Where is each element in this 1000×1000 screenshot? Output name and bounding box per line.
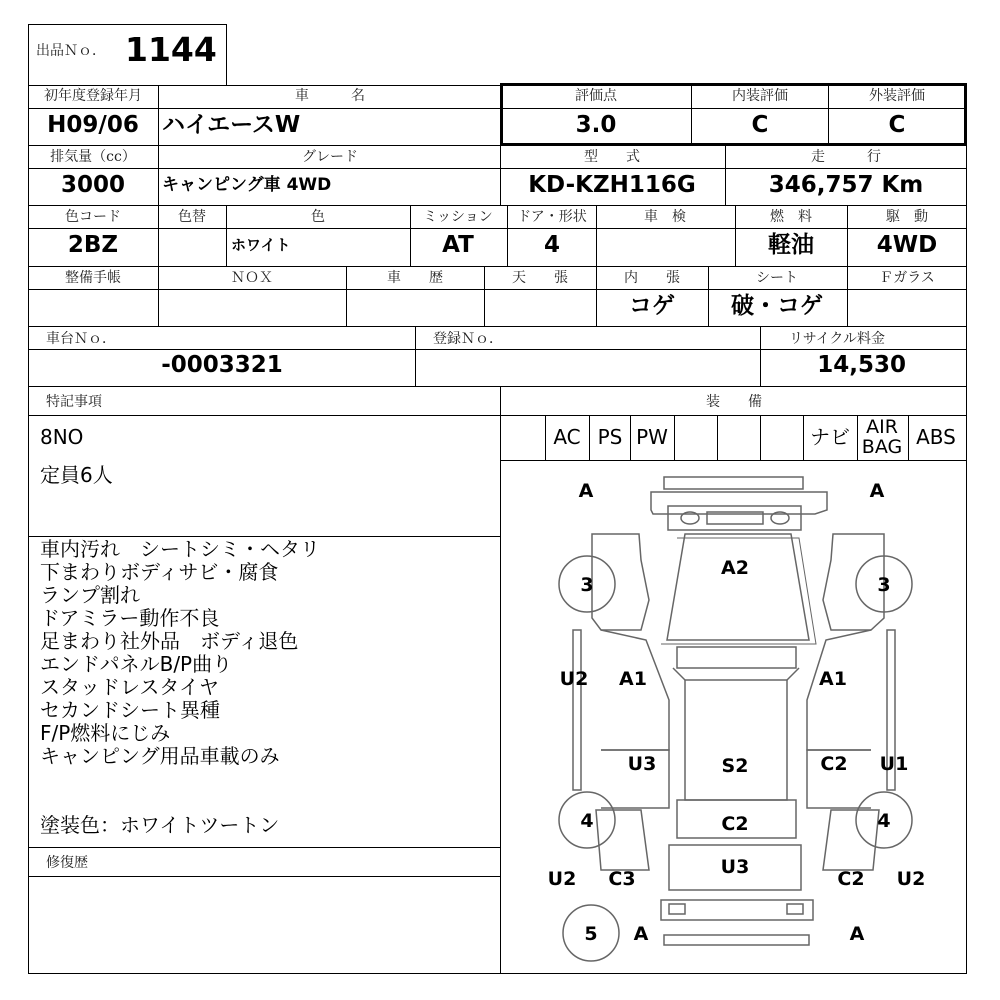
mark-tire-fr: 3: [877, 574, 891, 596]
mark-s2: S2: [721, 755, 749, 777]
note-list-item: 車内汚れ シートシミ・ヘタリ: [40, 537, 320, 561]
exterior-score-label: 外装評価: [869, 88, 925, 104]
grade-label: グレード: [302, 149, 358, 165]
note-list-item: スタッドレスタイヤ: [40, 675, 219, 699]
mark-tire-rl: 4: [580, 810, 594, 832]
mark-c2-right: C2: [820, 753, 848, 775]
displacement-label: 排気量（cc）: [50, 149, 136, 165]
mark-rear-left: A: [633, 923, 649, 945]
note-list-item: 足まわり社外品 ボディ退色: [40, 629, 299, 653]
maint-book-label: 整備手帳: [65, 270, 121, 286]
equipment-abs: ABS: [916, 425, 956, 449]
ceiling-label: 天 張: [512, 270, 568, 286]
notes-label: 特記事項: [46, 394, 102, 410]
fuel-value: 軽油: [768, 232, 814, 258]
mark-front-left: A: [578, 480, 594, 502]
equipment-airbag-line2: BAG: [861, 436, 903, 458]
note-list-item: キャンピング用品車載のみ: [40, 744, 280, 768]
equipment-navi: ナビ: [810, 425, 850, 449]
score-label: 評価点: [575, 88, 617, 104]
seat-label: シート: [756, 270, 798, 286]
displacement-value: 3000: [60, 172, 126, 198]
mark-u2-left: U2: [559, 668, 589, 690]
mark-a1-right: A1: [819, 668, 847, 690]
model-label: 型 式: [584, 149, 640, 165]
equipment-ps: PS: [597, 425, 623, 449]
mileage-label: 走 行: [811, 149, 881, 165]
mission-label: ミッション: [423, 209, 493, 225]
mark-u2-bl: U2: [547, 868, 577, 890]
first-reg-value: H09/06: [47, 112, 139, 138]
reg-no-label: 登録Ｎｏ．: [433, 331, 503, 347]
lot-number: 1144: [125, 30, 217, 69]
inspection-label: 車 検: [644, 209, 686, 225]
first-reg-label: 初年度登録年月: [44, 88, 142, 104]
mark-u2-br: U2: [896, 868, 926, 890]
paint-note: 塗装色：ホワイトツートン: [40, 813, 280, 837]
mark-spare: 5: [584, 923, 598, 945]
interior-score-value: C: [751, 112, 769, 138]
color-code-label: 色コード: [65, 209, 121, 225]
fuel-label: 燃 料: [770, 209, 812, 225]
interior-score-label: 内装評価: [732, 88, 788, 104]
mark-c2-br: C2: [837, 868, 865, 890]
mission-value: AT: [442, 232, 474, 258]
note-list-item: エンドパネルB/P曲り: [40, 652, 233, 676]
equipment-airbag-line1: AIR: [866, 416, 898, 438]
note-list-item: F/P燃料にじみ: [40, 721, 171, 745]
note-list-item: セカンドシート異種: [40, 698, 220, 722]
interior-label: 内 張: [624, 270, 680, 286]
nox-label: ＮＯＸ: [231, 270, 273, 286]
color-label: 色: [311, 209, 325, 225]
recycle-value: 14,530: [817, 352, 906, 378]
color-change-label: 色替: [178, 209, 206, 225]
mark-tire-rr: 4: [877, 810, 891, 832]
mark-c3: C3: [608, 868, 636, 890]
doors-value: 4: [543, 232, 561, 258]
mark-u3-rear: U3: [720, 856, 750, 878]
score-value: 3.0: [575, 112, 617, 138]
equipment-label: 装 備: [706, 394, 762, 410]
car-name-value: ハイエースW: [162, 112, 301, 138]
exterior-score-value: C: [888, 112, 906, 138]
equipment-ac: AC: [553, 425, 581, 449]
color-code-value: 2BZ: [67, 232, 119, 258]
mark-hood: A2: [721, 557, 749, 579]
equipment-pw: PW: [636, 425, 668, 449]
model-value: KD-KZH116G: [528, 172, 696, 198]
note-list-item: 下まわりボディサビ・腐食: [40, 560, 279, 584]
drive-value: 4WD: [876, 232, 938, 258]
chassis-no-label: 車台Ｎｏ．: [46, 331, 116, 347]
mark-u3-mid: U3: [627, 753, 657, 775]
note-list-item: ランプ割れ: [40, 583, 140, 607]
mark-u1-right: U1: [879, 753, 909, 775]
drive-label: 駆 動: [886, 209, 928, 225]
interior-value: コゲ: [629, 293, 675, 319]
doors-label: ドア・形状: [517, 209, 587, 225]
color-value: ホワイト: [231, 236, 291, 254]
note-line: 8NO: [40, 425, 84, 449]
mark-tire-fl: 3: [580, 574, 594, 596]
lot-label: 出品Ｎｏ．: [36, 43, 106, 59]
repair-label: 修復歴: [46, 855, 88, 871]
grade-value: キャンピング車 4WD: [162, 175, 332, 195]
chassis-no-value: -0003321: [161, 352, 283, 378]
mark-front-right: A: [869, 480, 885, 502]
note-line: 定員6人: [40, 463, 113, 487]
recycle-label: リサイクル料金: [788, 331, 886, 347]
seat-value: 破・コゲ: [731, 293, 823, 319]
car-name-label: 車 名: [295, 88, 365, 104]
mark-c2-floor: C2: [721, 813, 749, 835]
mark-a1-left: A1: [619, 668, 647, 690]
mark-rear-right: A: [849, 923, 865, 945]
note-list-item: ドアミラー動作不良: [40, 606, 220, 630]
history-label: 車 歴: [387, 270, 443, 286]
fglass-label: Ｆガラス: [879, 270, 935, 286]
mileage-value: 346,757 Km: [768, 172, 924, 198]
vehicle-diagram: [501, 461, 967, 973]
